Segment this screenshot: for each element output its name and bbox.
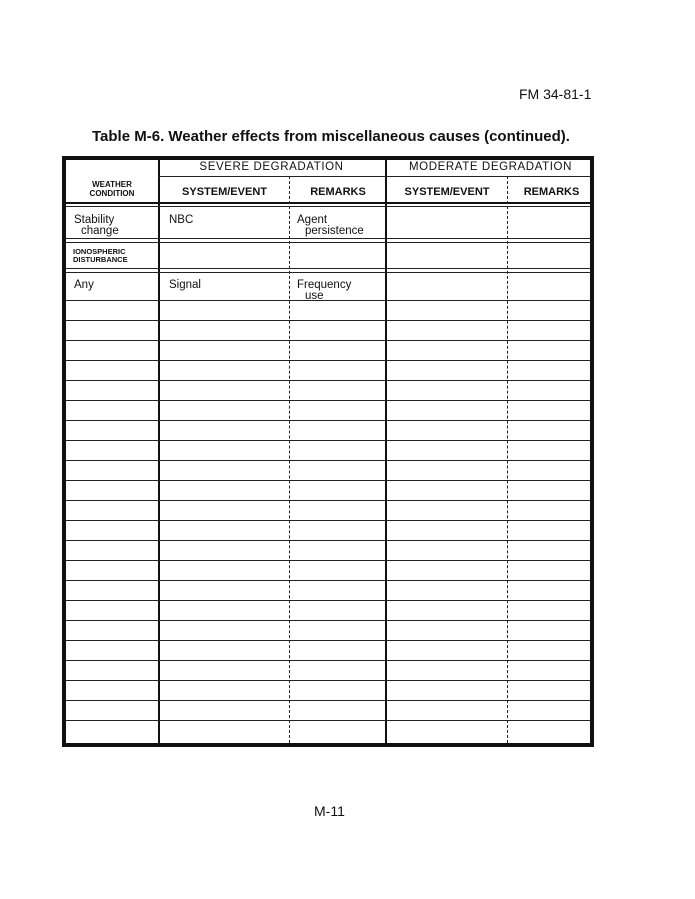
row-rule [66,206,590,207]
row-rule [66,360,590,361]
weather-condition-header: WEATHER CONDITION [89,180,135,198]
header-rule [66,202,590,204]
row-rule [66,660,590,661]
row-rule [66,440,590,441]
row-rule [66,340,590,341]
row-severe-remarks-agent: Agent persistence [297,214,364,237]
moderate-degradation-header: MODERATE DEGRADATION [409,161,572,173]
row-rule [66,268,590,269]
row-rule [66,540,590,541]
row-rule [66,380,590,381]
header-subrule [158,176,590,177]
row-rule [66,420,590,421]
row-rule [66,700,590,701]
row-rule [66,560,590,561]
column-divider [158,160,160,743]
row-condition-stability: Stability change [74,214,119,237]
row-rule [66,680,590,681]
severe-system-event-header: SYSTEM/EVENT [182,186,267,198]
row-condition-any: Any [74,279,94,291]
row-rule [66,520,590,521]
severe-remarks-header: REMARKS [310,186,366,198]
page-number: M-11 [314,803,345,819]
row-severe-system-nbc: NBC [169,214,194,226]
row-severe-remarks-frequency: Frequency use [297,279,352,302]
row-rule [66,620,590,621]
row-rule [66,272,590,273]
row-rule [66,580,590,581]
weather-effects-table [62,156,594,747]
moderate-remarks-header: REMARKS [523,186,580,198]
row-rule [66,600,590,601]
column-divider [385,160,387,743]
row-rule [66,640,590,641]
row-rule [66,500,590,501]
page-id: FM 34-81-1 [519,86,592,102]
row-rule [66,320,590,321]
row-rule [66,720,590,721]
moderate-system-event-header: SYSTEM/EVENT [404,186,490,198]
row-severe-system-signal: Signal [169,279,201,291]
row-rule [66,242,590,243]
severe-degradation-header: SEVERE DEGRADATION [199,161,344,173]
row-rule [66,460,590,461]
row-rule [66,400,590,401]
row-condition-ionospheric: IONOSPHERIC DISTURBANCE [73,247,128,264]
row-rule [66,480,590,481]
table-title: Table M-6. Weather effects from miscellaneous causes (continued). [92,128,570,145]
row-rule [66,238,590,239]
